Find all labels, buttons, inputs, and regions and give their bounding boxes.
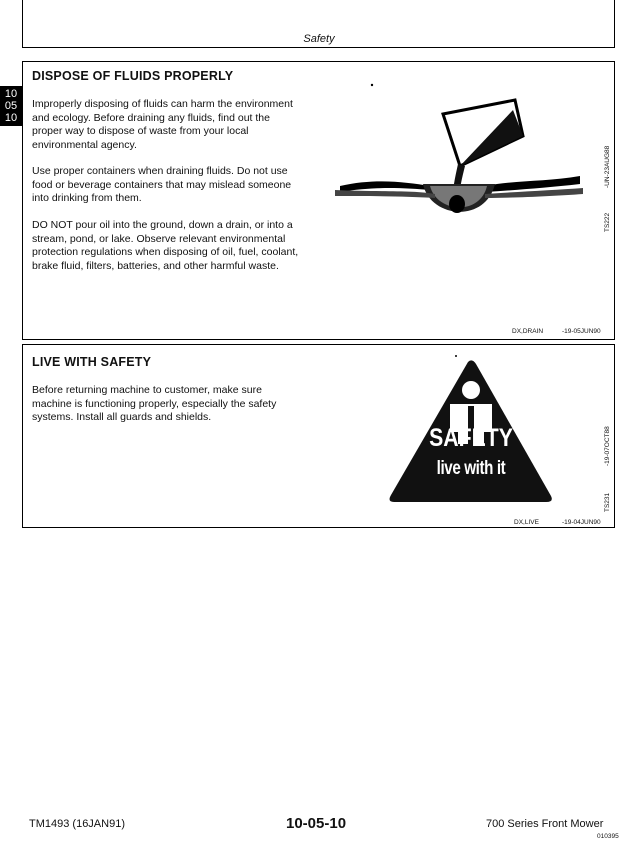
page-header-title: Safety — [303, 33, 335, 45]
dispose-fluids-para-2: Use proper containers when draining fluids. Do not use food or beverage containers that may mislead someone into drinking from them. — [32, 165, 292, 204]
07oct88-image-code: -19-07OCT88 — [604, 426, 611, 466]
tab-line-2: 05 — [4, 100, 18, 112]
pouring-fluid-illustration — [335, 78, 585, 228]
footer-page-number: 10-05-10 — [286, 815, 347, 832]
header-left-rule — [22, 0, 23, 47]
ts222-image-code: TS222 — [604, 212, 611, 232]
live-with-safety-title: LIVE WITH SAFETY — [32, 355, 152, 369]
un23aug88-image-code: -UN-23AUG88 — [604, 145, 611, 188]
dispose-fluids-title: DISPOSE OF FLUIDS PROPERLY — [32, 69, 234, 83]
page-section-tab — [0, 86, 22, 126]
tab-line-1: 10 — [4, 88, 18, 100]
footer-manual-id: TM1493 (16JAN91) — [29, 818, 125, 830]
dispose-fluids-para-1: Improperly disposing of fluids can harm the environment and ecology. Before draining any fluids, find out the proper way to dispose of waste from your local environmental agency. — [32, 98, 293, 151]
dx-drain-code: DX,DRAIN — [512, 328, 544, 335]
sign-word-live-with-it: live with it — [436, 458, 506, 479]
live-with-safety-para: Before returning machine to customer, make sure machine is functioning properly, especially the safety systems. Install all guards and shields. — [32, 384, 277, 423]
tab-line-3: 10 — [4, 112, 18, 124]
header-bottom-rule — [22, 47, 615, 48]
dx-drain-date-code: -19-05JUN90 — [562, 328, 601, 335]
dispose-fluids-para-3: DO NOT pour oil into the ground, down a drain, or into a stream, pond, or lake. Observe relevant environmental protection regulations when disposing of oil, fuel, coolant, brake fluid, filters, batteries, and other harmful waste. — [32, 219, 299, 272]
ts231-image-code: TS231 — [604, 492, 611, 512]
dx-live-code: DX,LIVE — [514, 519, 539, 526]
footer-product-name: 700 Series Front Mower — [486, 818, 604, 830]
sign-word-safety: SAFETY — [429, 424, 513, 452]
header-right-rule — [614, 0, 615, 47]
footer-small-code: 010395 — [597, 833, 619, 840]
dx-live-date-code: -19-04JUN90 — [562, 519, 601, 526]
